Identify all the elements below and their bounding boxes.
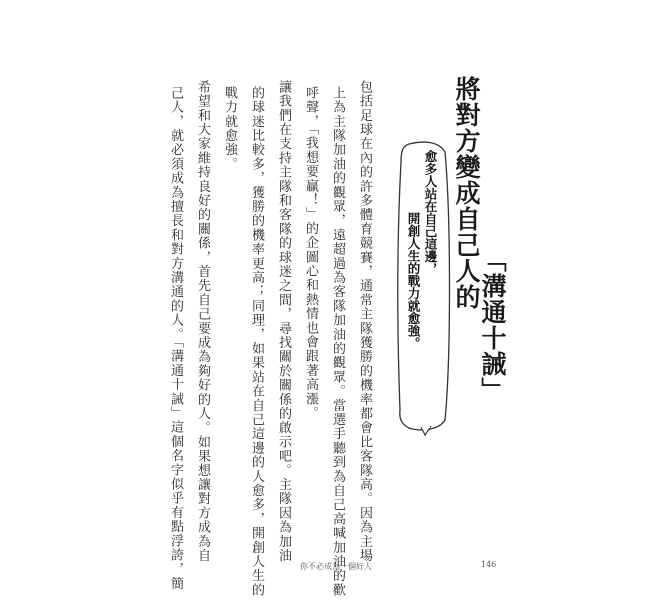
bubble-text-line-1: 愈多人站在自己這邊， — [423, 150, 438, 275]
chapter-title-line-1: 將對方變成自己人的 — [452, 76, 481, 310]
body-column-2: 上為主隊加油的觀眾，遠超過為客隊加油的觀眾。當選手聽到為自己高喊加油的歡 — [330, 86, 345, 598]
running-footer-title: 你不必成為一個好人 — [300, 562, 372, 571]
body-column-3: 呼聲，「我想要贏！」的企圖心和熱情也會跟著高漲。 — [303, 86, 318, 421]
bubble-text-line-2: 開創人生的戰力就愈強。 — [406, 212, 421, 350]
chapter-title-line-2: 「溝通十誡」 — [478, 247, 507, 403]
page-number: 146 — [481, 560, 497, 569]
body-column-6: 戰力就愈強。 — [222, 86, 237, 172]
body-column-8: 己人，就必須成為擅長和對方溝通的人。「溝通十誡」這個名字似乎有點浮誇，簡 — [168, 86, 183, 591]
body-column-4: 讓我們在支持主隊和客隊的球迷之間，尋找關於關係的啟示吧。主隊因為加油 — [276, 80, 291, 563]
body-column-7: 希望和大家維持良好的關係，首先自己要成為夠好的人。如果想讓對方成為自 — [195, 80, 210, 563]
body-column-5: 的球迷比較多，獲勝的機率更高；同理，如果站在自己這邊的人愈多，開創人生的 — [249, 86, 264, 598]
body-column-1: 包括足球在內的許多體育競賽，通常主隊獲勝的機率都會比客隊高。因為主場 — [357, 80, 372, 563]
